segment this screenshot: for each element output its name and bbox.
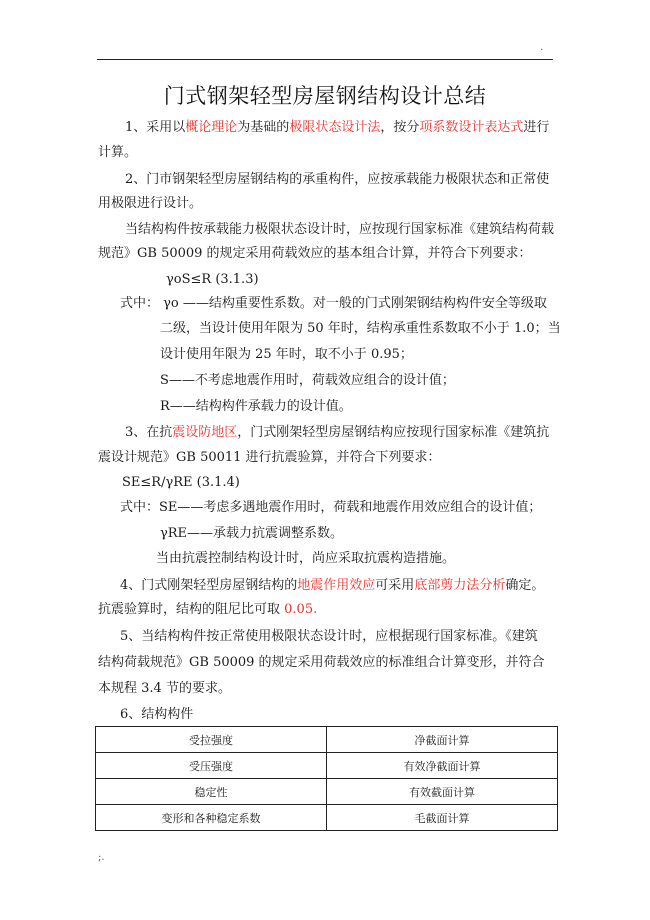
page-title: 门式钢架轻型房屋钢结构设计总结 xyxy=(163,84,487,108)
text: 抗震验算时，结构的阻尼比可取 xyxy=(98,602,285,617)
paragraph-2-line-2: 用极限进行设计。 xyxy=(98,196,203,211)
highlight-text: 项系数设计表达式 xyxy=(419,120,524,135)
table-cell: 变形和各种稳定系数 xyxy=(96,805,327,831)
table-row xyxy=(96,805,558,831)
text: 确定。 xyxy=(505,578,545,593)
table-row xyxy=(96,753,558,779)
paragraph-1-line-1 xyxy=(125,120,549,136)
definition-1-line-3: 设计使用年限为 25 年时，取不小于 0.95； xyxy=(160,347,413,362)
highlight-text: 底部剪力法分析 xyxy=(414,578,506,593)
paragraph-7: 6、结构构件 xyxy=(120,707,194,722)
table-row xyxy=(96,727,558,753)
definition-2-line-2: γRE——承载力抗震调整系数。 xyxy=(160,526,344,541)
table-cell: 受拉强度 xyxy=(96,727,327,753)
bottom-mark: ;. xyxy=(98,852,105,863)
table-cell: 有效净截面计算 xyxy=(327,753,558,779)
paragraph-3-line-2: 规范》GB 50009 的规定采用荷载效应的基本组合计算，并符合下列要求： xyxy=(98,246,532,261)
header-rule xyxy=(97,59,553,60)
table-row xyxy=(96,779,558,805)
paragraph-4-line-2: 震设计规范》GB 50011 进行抗震验算，并符合下列要求： xyxy=(98,450,441,465)
table-cell: 毛截面计算 xyxy=(327,805,558,831)
highlight-text: 极限状态设计法 xyxy=(289,120,381,135)
definition-1-line-4: S——不考虑地震作用时，荷载效应组合的设计值； xyxy=(160,373,455,388)
text: 4、门式刚架轻型房屋钢结构的 xyxy=(120,578,298,593)
highlight-text: 震设防地区 xyxy=(172,425,238,440)
table-cell: 有效截面计算 xyxy=(327,779,558,805)
definition-2-line-1: 式中：SE——考虑多遇地震作用时，荷载和地震作用效应组合的设计值； xyxy=(120,500,542,515)
text: 为基础的 xyxy=(237,120,290,135)
formula-3-1-4: SE≤R/γRE (3.1.4) xyxy=(122,475,240,490)
paragraph-6-line-3: 本规程 3.4 节的要求。 xyxy=(98,681,231,696)
text: 可采用 xyxy=(375,578,415,593)
table-cell: 受压强度 xyxy=(96,753,327,779)
paragraph-5-line-2 xyxy=(98,602,317,618)
paragraph-3-line-1: 当结构构件按承载能力极限状态设计时，应按现行国家标准《建筑结构荷载 xyxy=(125,222,555,237)
text: 3、在抗 xyxy=(125,425,173,440)
table-cell: 净截面计算 xyxy=(327,727,558,753)
definition-1-line-2: 二级，当设计使用年限为 50 年时，结构承重性系数取不小于 1.0；当 xyxy=(160,321,561,336)
table-cell: 稳定性 xyxy=(96,779,327,805)
paragraph-2-line-1: 2、门市钢架轻型房屋钢结构的承重构件，应按承载能力极限状态和正常使 xyxy=(125,172,550,187)
highlight-text: 概论理论 xyxy=(185,120,238,135)
definition-1-line-1: 式中： γo ——结构重要性系数。对一般的门式刚架钢结构构件安全等级取 xyxy=(120,296,547,311)
paragraph-6-line-1: 5、当结构构件按正常使用极限状态设计时，应根据现行国家标准。《建筑 xyxy=(120,629,538,644)
paragraph-1-line-2: 计算。 xyxy=(98,145,138,160)
corner-mark: . xyxy=(540,42,544,53)
formula-3-1-3: γoS≤R (3.1.3) xyxy=(166,272,259,287)
definition-2-line-3: 当由抗震控制结构设计时，尚应采取抗震构造措施。 xyxy=(156,551,456,566)
definition-1-line-5: R——结构构件承载力的设计值。 xyxy=(160,399,352,414)
paragraph-6-line-2: 结构荷载规范》GB 50009 的规定采用荷载效应的标准组合计算变形，并符合 xyxy=(98,655,545,670)
highlight-text: 0.05. xyxy=(284,602,318,617)
text: 1、采用以 xyxy=(125,120,186,135)
paragraph-4-line-1 xyxy=(125,425,549,441)
paragraph-5-line-1 xyxy=(120,578,544,594)
text: ，按分 xyxy=(380,120,420,135)
text: ，门式刚架轻型房屋钢结构应按现行国家标准《建筑抗 xyxy=(237,425,550,440)
highlight-text: 地震作用效应 xyxy=(297,578,376,593)
structure-component-table xyxy=(95,726,558,831)
text: 进行 xyxy=(523,120,550,135)
